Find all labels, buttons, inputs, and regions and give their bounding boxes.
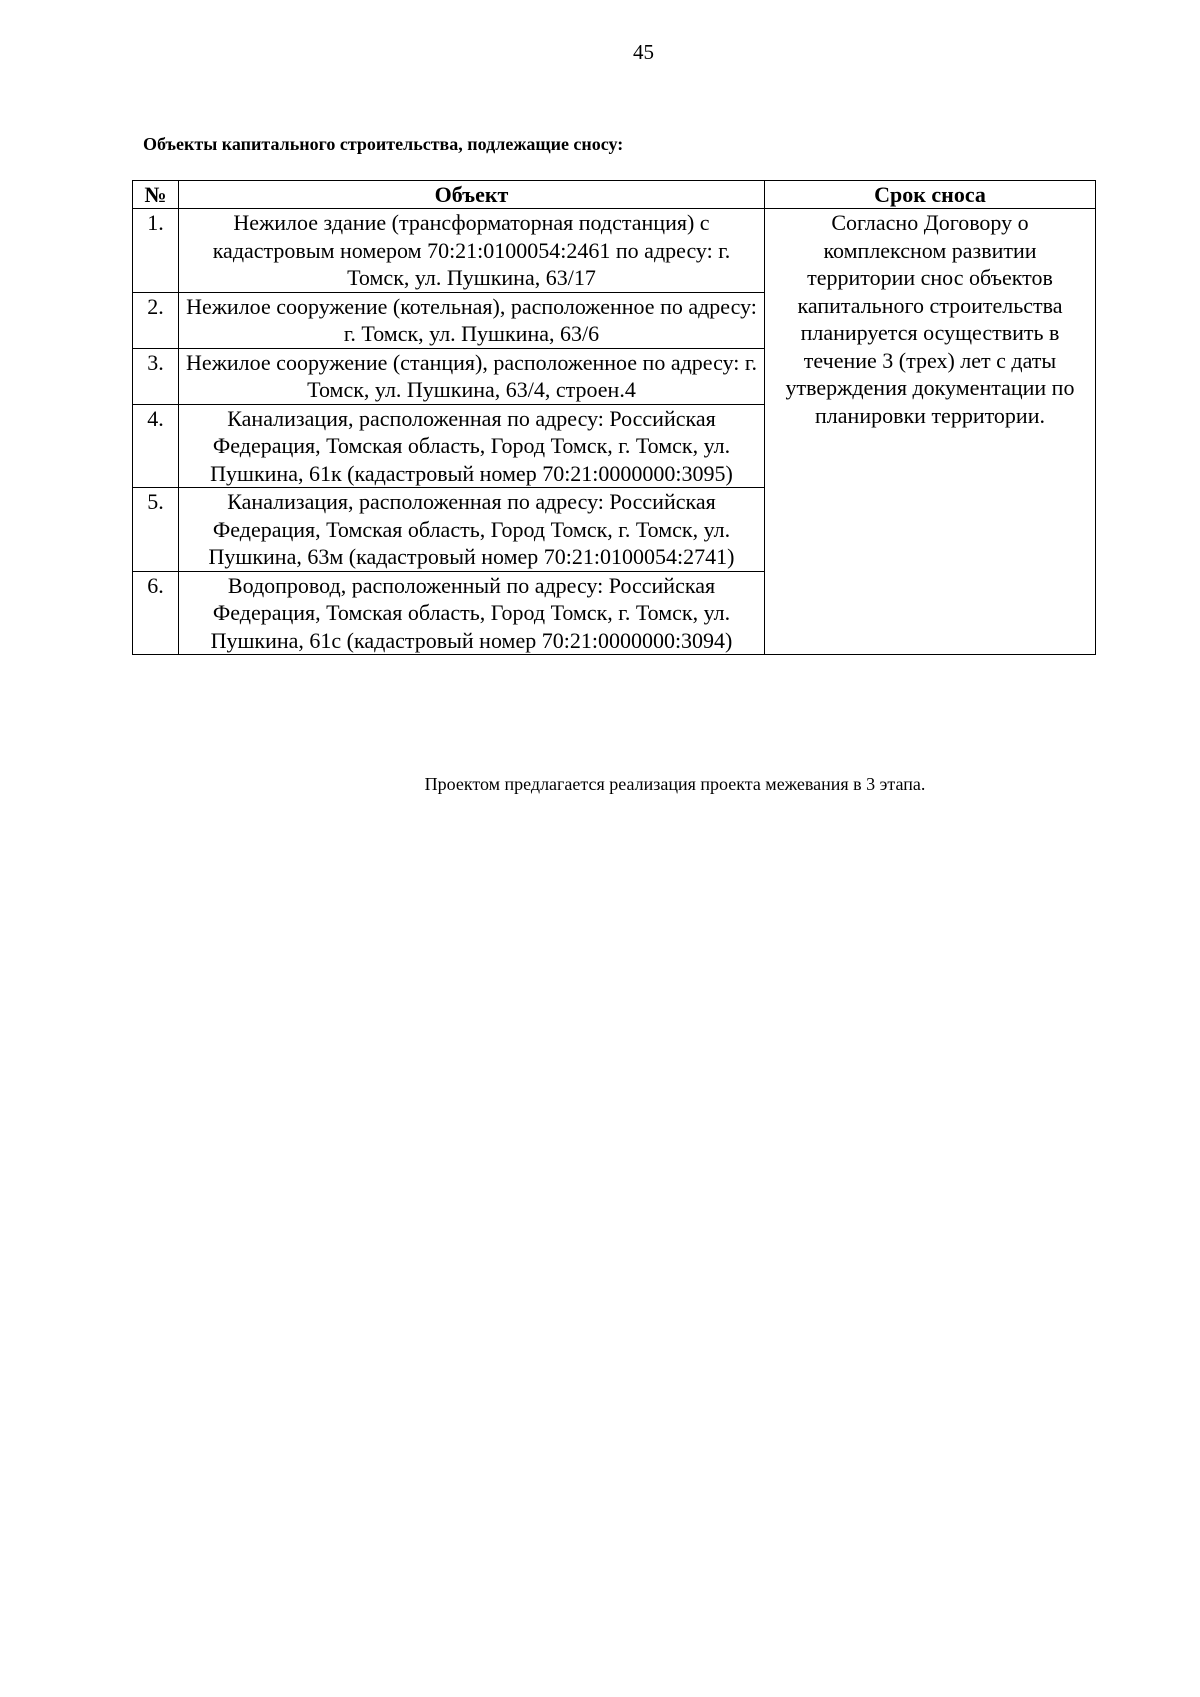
table-row [133, 209, 1096, 293]
page-number: 45 [633, 40, 654, 64]
row-object: Нежилое сооружение (котельная), расположенное по адресу: г. Томск, ул. Пушкина, 63/6 [179, 292, 765, 348]
section-heading: Объекты капитального строительства, подлежащие сносу: [143, 134, 624, 154]
column-header-term: Срок сноса [765, 181, 1096, 209]
row-object: Канализация, расположенная по адресу: Российская Федерация, Томская область, Город Томск, г. Томск, ул. Пушкина, 63м (кадастровый номер 70:21:0100054:2741) [179, 488, 765, 572]
row-number: 5. [133, 488, 179, 572]
row-number: 2. [133, 292, 179, 348]
row-number: 1. [133, 209, 179, 293]
row-object: Водопровод, расположенный по адресу: Российская Федерация, Томская область, Город Томск, г. Томск, ул. Пушкина, 61с (кадастровый номер 70:21:0000000:3094) [179, 571, 765, 655]
row-number: 6. [133, 571, 179, 655]
demolition-term: Согласно Договору о комплексном развитии территории снос объектов капитального строительства планируется осуществить в течение 3 (трех) лет с даты утверждения документации по планировки территории. [765, 209, 1096, 655]
row-object: Нежилое здание (трансформаторная подстанция) с кадастровым номером 70:21:0100054:2461 по адресу: г. Томск, ул. Пушкина, 63/17 [179, 209, 765, 293]
row-object: Нежилое сооружение (станция), расположенное по адресу: г. Томск, ул. Пушкина, 63/4, строен.4 [179, 348, 765, 404]
row-number: 4. [133, 404, 179, 488]
row-number: 3. [133, 348, 179, 404]
row-object: Канализация, расположенная по адресу: Российская Федерация, Томская область, Город Томск, г. Томск, ул. Пушкина, 61к (кадастровый номер 70:21:0000000:3095) [179, 404, 765, 488]
column-header-number: № [133, 181, 179, 209]
footer-note: Проектом предлагается реализация проекта межевания в 3 этапа. [424, 774, 926, 794]
column-header-object: Объект [179, 181, 765, 209]
table-header-row [133, 181, 1096, 209]
demolition-objects-table [132, 180, 1096, 655]
